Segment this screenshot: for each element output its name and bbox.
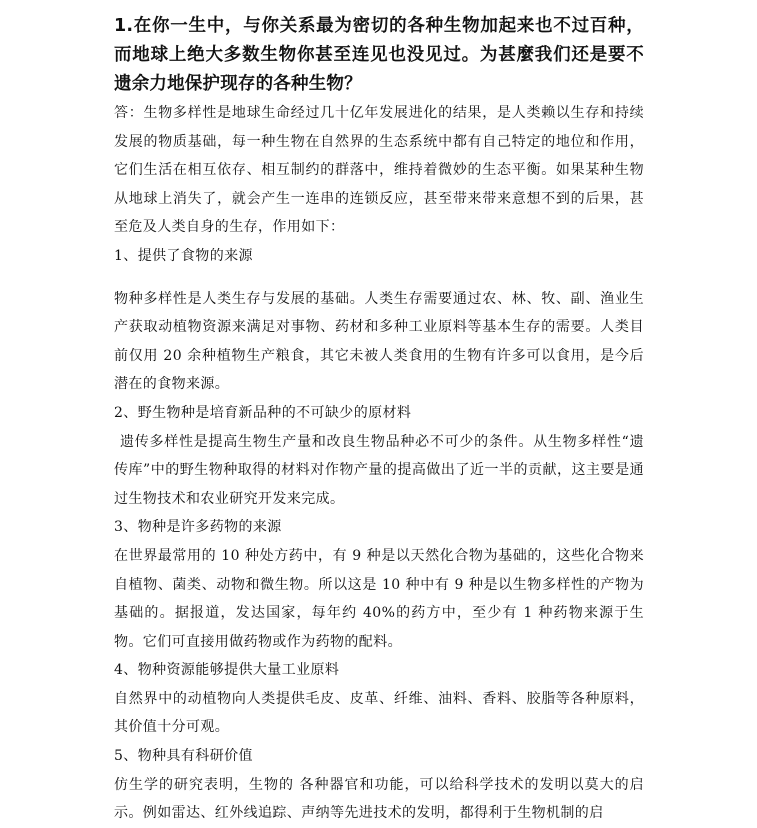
section-body-medicine: 在世界最常用的 10 种处方药中，有 9 种是以天然化合物为基础的，这些化合物来自植物、菌类、动物和微生物。所以这是 10 种中有 9 种是以生物多样性的产物为基础的。据报道，发达国家，每年约 40%的药方中，至少有 1 种药物来源于生物。它们可直接用做药物或作为药物的配料。 — [114, 547, 644, 650]
section-body-research: 仿生学的研究表明，生物的 各种器官和功能，可以给科学技术的发明以莫大的启示。例如雷达、红外线追踪、声纳等先进技术的发明，都得利于生物机制的启 — [114, 776, 644, 822]
answer-label: 答： — [114, 105, 144, 121]
section-body-food: 物种多样性是人类生存与发展的基础。人类生存需要通过农、林、牧、副、渔业生产获取动植物资源来满足对事物、药材和多种工业原料等基本生存的需要。人类目前仅用 20 余种植物生产粮食，其它未被人类食用的生物有许多可以食用，是今后潜在的食物来源。 — [114, 290, 644, 393]
section-body-wild-species: 遗传多样性是提高生物生产量和改良生物品种必不可少的条件。从生物多样性“遗传库”中的野生物种取得的材料对作物产量的提高做出了近一半的贡献，这主要是通过生物技术和农业研究开发来完成。 — [114, 433, 644, 507]
question-heading: 1.在你一生中，与你关系最为密切的各种生物加起来也不过百种，而地球上绝大多数生物你甚至连见也没见过。为甚麼我们还是要不遗余力地保护现存的各种生物？ — [114, 16, 644, 94]
answer-intro-paragraph — [114, 99, 644, 242]
section-body-industrial: 自然界中的动植物向人类提供毛皮、皮革、纤维、油料、香料、胶脂等各种原料，其价值十分可观。 — [114, 690, 644, 736]
section-heading-wild-species: 2、野生物种是培育新品种的不可缺少的原材料 — [114, 404, 412, 421]
section-heading-industrial: 4、物种资源能够提供大量工业原料 — [114, 662, 340, 679]
answer-intro-text: 生物多样性是地球生命经过几十亿年发展进化的结果，是人类赖以生存和持续发展的物质基础，每一种生物在自然界的生态系统中都有自己特定的地位和作用，它们生活在相互依存、相互制约的群落中，维持着微妙的生态平衡。如果某种生物从地球上消失了，就会产生一连串的连锁反应，甚至带来带来意想不到的后果，甚至危及人类自身的生存，作用如下： — [114, 105, 644, 236]
section-heading-research: 5、物种具有科研价值 — [114, 748, 253, 765]
document-page — [114, 12, 644, 828]
section-heading-food: 1、提供了食物的来源 — [114, 247, 253, 264]
section-heading-medicine: 3、物种是许多药物的来源 — [114, 519, 282, 536]
